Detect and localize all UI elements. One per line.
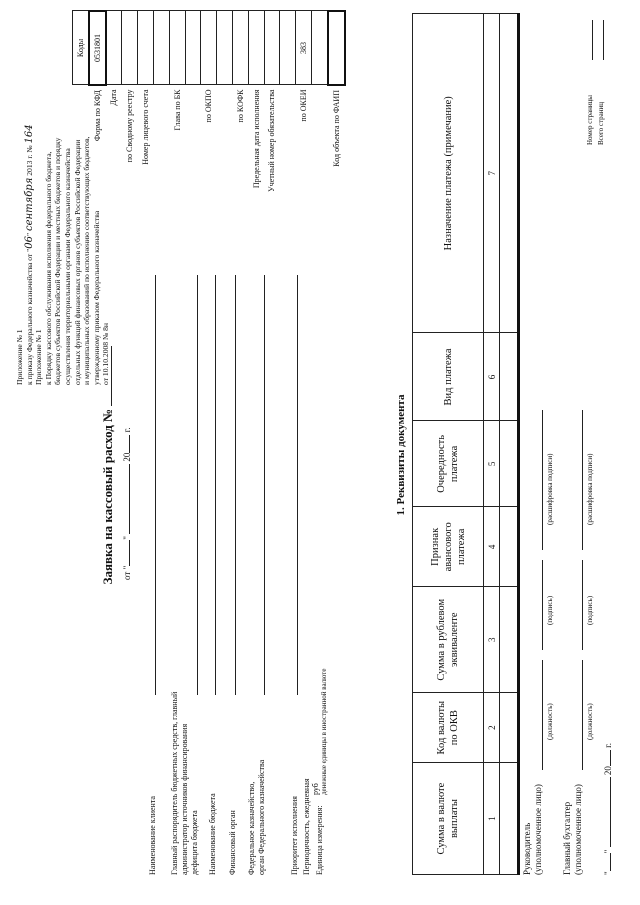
document-date-line bbox=[122, 427, 132, 580]
field-grbs-line3: дефицита бюджета bbox=[190, 810, 199, 875]
code-label: Глава по БК bbox=[172, 89, 182, 131]
caption-position: (должность) bbox=[546, 703, 554, 740]
col-header: Назначение платежа (примечание) bbox=[413, 14, 484, 333]
col-header: Вид платежа bbox=[413, 333, 484, 421]
codes-header: Коды bbox=[73, 11, 89, 85]
code-value bbox=[280, 11, 296, 85]
date-quote: " bbox=[122, 536, 132, 540]
field-unit: Единица измерения: bbox=[315, 805, 324, 875]
date-day-line bbox=[129, 540, 130, 566]
sign-accountant-signature-line bbox=[582, 560, 583, 650]
sign-date-quote-open: " bbox=[603, 871, 613, 875]
sign-date-month-line bbox=[610, 777, 611, 847]
code-value bbox=[264, 11, 280, 85]
code-label: по ОКПО bbox=[204, 89, 214, 123]
sign-date-line bbox=[603, 743, 614, 875]
code-label: Код объекта по ФАИП bbox=[331, 90, 341, 167]
col-number: 5 bbox=[484, 421, 500, 507]
sign-head-signature-line bbox=[542, 560, 543, 650]
code-value bbox=[217, 11, 233, 85]
code-label: по ОКЕИ bbox=[299, 89, 309, 122]
field-grbs: Главный распорядитель бюджетных средств, главный bbox=[170, 691, 179, 875]
section-title: 1. Реквизиты документа bbox=[395, 394, 407, 516]
col-number: 3 bbox=[484, 587, 500, 693]
approval-line: Приложение № 1 bbox=[15, 329, 24, 385]
col-number: 2 bbox=[484, 693, 500, 763]
unit-value: руб bbox=[311, 783, 320, 795]
approval-line: утвержденному приказом Федерального казначейства bbox=[91, 210, 101, 385]
table-cell bbox=[500, 763, 519, 875]
approval-line: к Порядку кассового обслуживания исполнения федерального бюджета, bbox=[43, 151, 53, 385]
order-year: 2013 г. № bbox=[24, 145, 34, 176]
caption-decoding: (расшифровка подписи) bbox=[546, 453, 554, 525]
table-cell bbox=[500, 14, 519, 333]
caption-decoding: (расшифровка подписи) bbox=[586, 453, 594, 525]
approval-line: и муниципальных образований по исполнению соответствующих бюджетов, bbox=[82, 136, 92, 385]
document-title bbox=[100, 285, 116, 645]
approval-line: Приложение № 1 bbox=[34, 329, 44, 385]
code-value bbox=[106, 11, 122, 85]
field-grbs-line bbox=[197, 275, 198, 695]
code-label: Предельная дата исполнения bbox=[251, 89, 261, 189]
sign-accountant-decoding-line bbox=[582, 410, 583, 550]
handwritten-number: 164 bbox=[23, 124, 35, 144]
handwritten-month: сентября bbox=[23, 177, 35, 232]
sign-head-subtitle: (уполномоченное лицо) bbox=[533, 784, 543, 875]
approval-line: отдельных функций финансовых органов субъектов Российской Федерации bbox=[72, 139, 82, 385]
table-cell bbox=[500, 693, 519, 763]
col-number: 4 bbox=[484, 507, 500, 587]
sign-date-year-prefix: 20 bbox=[603, 766, 613, 776]
code-value bbox=[328, 11, 345, 85]
code-label bbox=[280, 85, 296, 215]
date-year-line bbox=[129, 435, 130, 453]
code-label: Номер лицевого счета bbox=[141, 89, 151, 165]
document-number-line bbox=[111, 346, 112, 406]
sign-head-decoding-line bbox=[542, 410, 543, 550]
code-value bbox=[232, 11, 248, 85]
col-header: Сумма в рублевом эквиваленте bbox=[413, 587, 484, 693]
code-value bbox=[138, 11, 154, 85]
document-title-text: Заявка на кассовый расход № bbox=[100, 408, 115, 585]
code-label: по Сводному реестру bbox=[125, 89, 135, 163]
field-financial-body: Финансовый орган bbox=[228, 810, 237, 875]
col-number: 7 bbox=[484, 14, 500, 333]
codes-table bbox=[72, 10, 346, 215]
approval-line: от 10.10.2008 № 8н bbox=[101, 323, 111, 385]
code-label bbox=[153, 85, 169, 215]
code-value bbox=[201, 11, 217, 85]
code-value bbox=[248, 11, 264, 85]
caption-signature: (подпись) bbox=[546, 595, 554, 625]
sign-accountant-position-line bbox=[582, 660, 583, 770]
caption-position: (должность) bbox=[586, 703, 594, 740]
requisites-table bbox=[412, 13, 520, 875]
date-month-line bbox=[129, 464, 130, 534]
field-priority-line bbox=[297, 275, 298, 695]
field-financial-body-line bbox=[235, 275, 236, 695]
sign-accountant-title: Главный бухгалтер bbox=[562, 801, 572, 875]
caption-signature: (подпись) bbox=[586, 595, 594, 625]
date-year-suffix: г. bbox=[122, 427, 132, 433]
field-budget-name: Наименование бюджета bbox=[208, 793, 217, 875]
date-year-prefix: 20 bbox=[122, 452, 132, 462]
sign-date-day-line bbox=[610, 853, 611, 871]
approval-line: осуществления территориальными органами Федерального казначейства bbox=[62, 148, 72, 385]
unit-note: денежные единицы в иностранной валюте bbox=[320, 668, 328, 795]
field-grbs-line2: администратор источников финансирования bbox=[180, 723, 189, 875]
field-client-name: Наименование клиента bbox=[148, 796, 157, 875]
col-number: 1 bbox=[484, 763, 500, 875]
col-header: Очередность платежа bbox=[413, 421, 484, 507]
code-label bbox=[311, 85, 327, 215]
total-pages-line bbox=[603, 20, 604, 60]
code-label: Учетный номер обязательства bbox=[267, 89, 277, 192]
approval-line: бюджетов субъектов Российской Федерации и местных бюджетов и порядку bbox=[53, 137, 63, 385]
sign-date-year-line bbox=[610, 750, 611, 766]
date-from-label: от " bbox=[122, 565, 132, 580]
sign-date-year-suffix: г. bbox=[603, 742, 613, 748]
code-label bbox=[217, 85, 233, 215]
field-treasury: Федеральное казначейство, bbox=[247, 781, 256, 875]
field-treasury-line bbox=[264, 275, 265, 695]
col-header: Код валюты по ОКВ bbox=[413, 693, 484, 763]
field-priority: Приоритет исполнения bbox=[290, 796, 299, 875]
code-value: 0531801 bbox=[89, 11, 106, 85]
col-number: 6 bbox=[484, 333, 500, 421]
code-label bbox=[185, 85, 201, 215]
approval-order-line: к приказу Федерального казначейства от "06" сентября 2013 г. № 164 bbox=[23, 124, 35, 385]
handwritten-day: 06 bbox=[23, 236, 35, 249]
field-client-name-line bbox=[155, 275, 156, 695]
code-value bbox=[122, 11, 138, 85]
sign-head-title: Руководитель bbox=[522, 822, 532, 875]
field-periodicity: Периодичность, ежедневная bbox=[302, 778, 311, 875]
field-treasury-line2: орган Федерального казначейства bbox=[257, 759, 266, 875]
field-budget-name-line bbox=[215, 275, 216, 695]
page-number-line bbox=[592, 20, 593, 60]
col-header: Признак авансового платежа bbox=[413, 507, 484, 587]
code-value bbox=[153, 11, 169, 85]
sign-head-position-line bbox=[542, 660, 543, 770]
col-header: Сумма в валюте выплаты bbox=[413, 763, 484, 875]
table-cell bbox=[500, 333, 519, 421]
code-label: Дата bbox=[109, 89, 119, 106]
sign-accountant-subtitle: (уполномоченное лицо) bbox=[573, 784, 583, 875]
code-value bbox=[311, 11, 327, 85]
code-value bbox=[185, 11, 201, 85]
code-label: по КОФК bbox=[235, 89, 245, 123]
table-cell bbox=[500, 587, 519, 693]
table-cell bbox=[500, 421, 519, 507]
page-number-label: Номер страницы bbox=[586, 94, 594, 145]
code-value: 383 bbox=[296, 11, 312, 85]
total-pages-label: Всего страниц bbox=[597, 101, 605, 145]
approval-line: к приказу Федерального казначейства от " bbox=[24, 248, 34, 385]
code-value bbox=[169, 11, 185, 85]
sign-date-quote-close: " bbox=[603, 849, 613, 854]
code-label: Форма по КФД bbox=[92, 90, 102, 142]
table-cell bbox=[500, 507, 519, 587]
